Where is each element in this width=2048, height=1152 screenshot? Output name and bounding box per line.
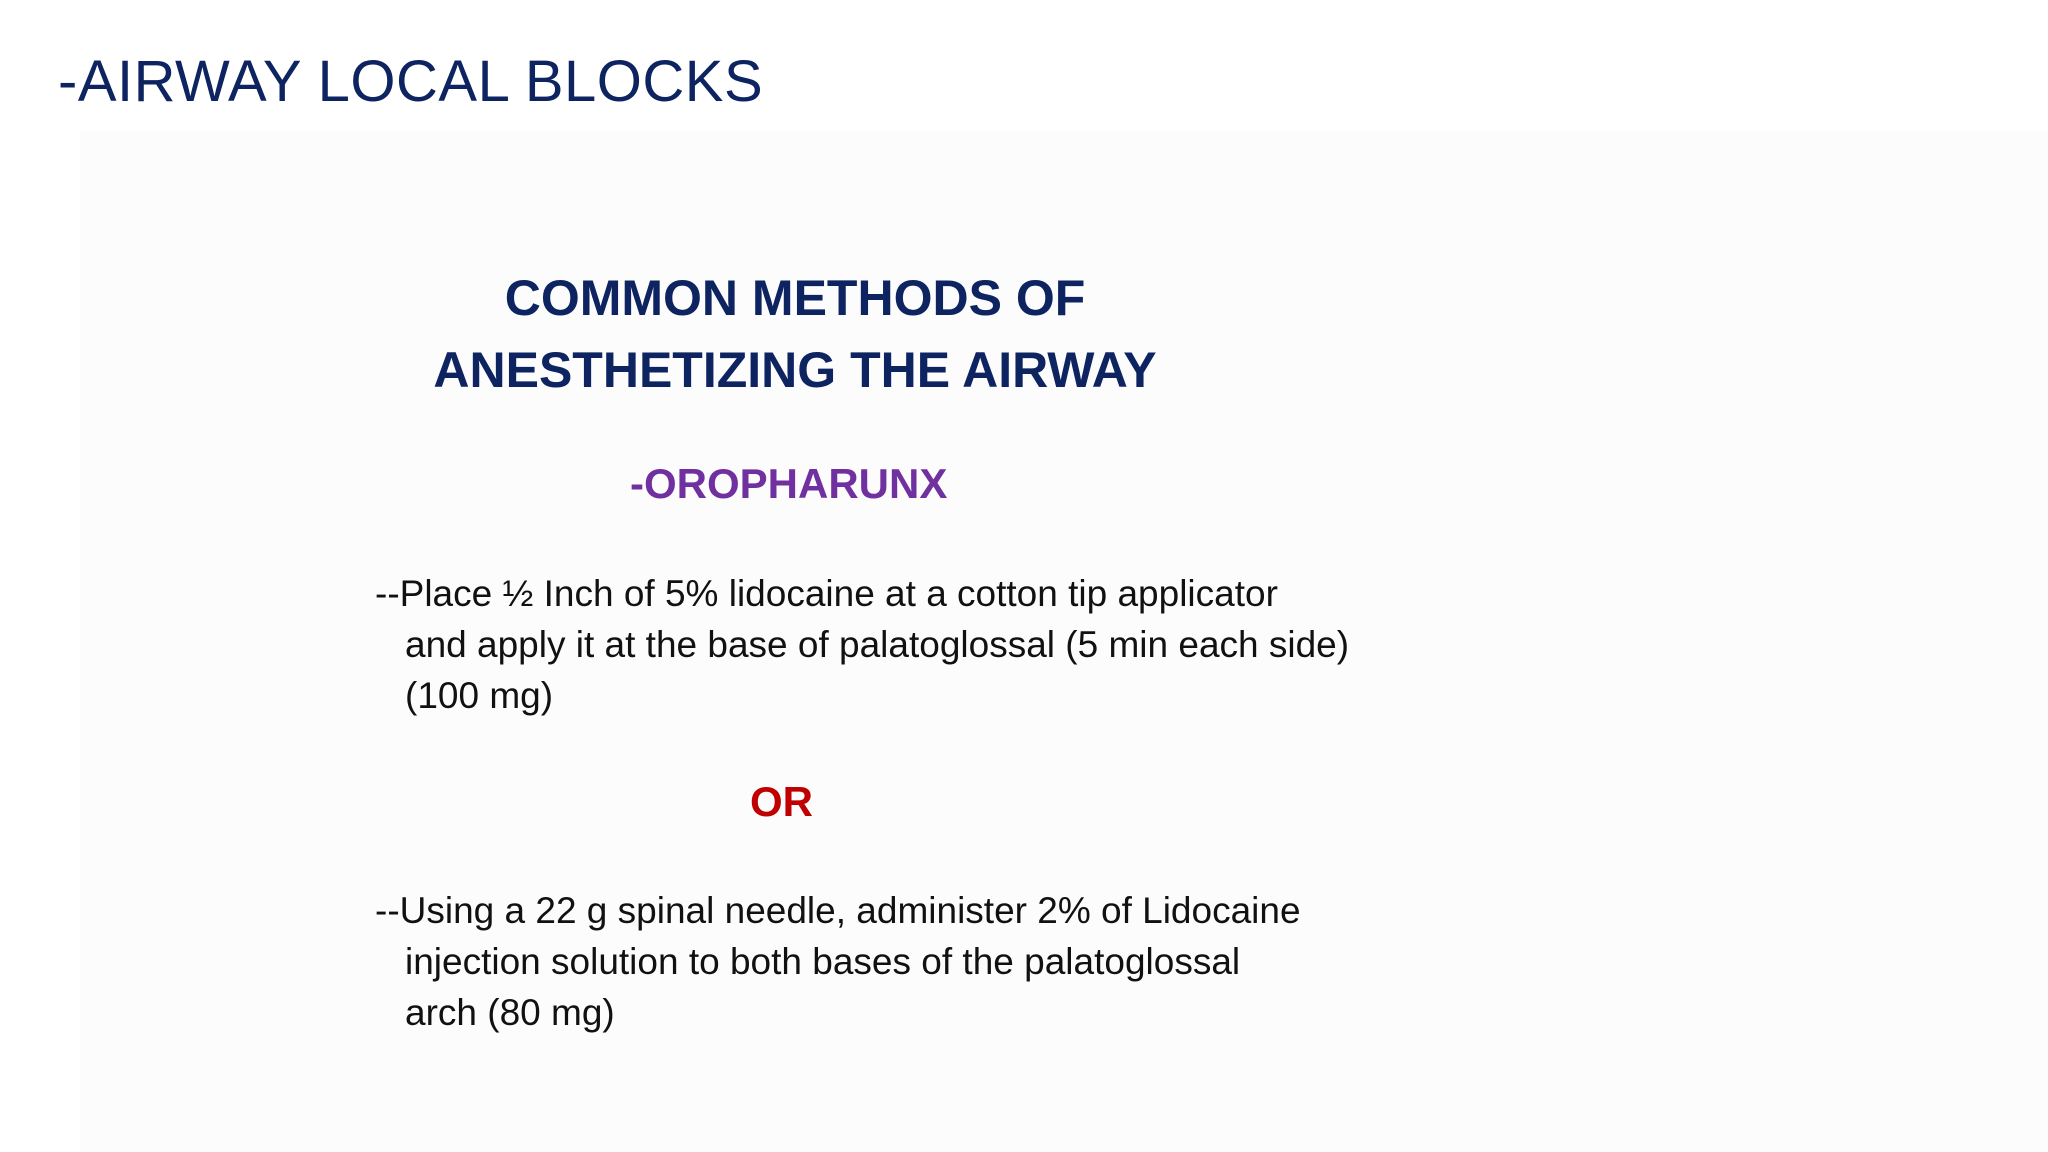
subheading-oropharynx: -OROPHARUNX xyxy=(630,460,948,507)
method-2-text xyxy=(375,885,1301,1038)
method-1-text xyxy=(375,568,1349,721)
method-1-line-3: (100 mg) xyxy=(405,675,554,716)
section-heading xyxy=(380,262,1210,406)
heading-line-2: ANESTHETIZING THE AIRWAY xyxy=(433,342,1157,398)
method-1-line-1: --Place ½ Inch of 5% lidocaine at a cotton tip applicator xyxy=(375,573,1278,614)
method-2-line-1: --Using a 22 g spinal needle, administer 2% of Lidocaine xyxy=(375,890,1301,931)
method-1-line-2: and apply it at the base of palatoglossal (5 min each side) xyxy=(405,624,1350,665)
heading-line-1: COMMON METHODS OF xyxy=(504,270,1086,326)
method-2-line-3: arch (80 mg) xyxy=(405,992,615,1033)
slide-title: -AIRWAY LOCAL BLOCKS xyxy=(58,49,764,114)
or-separator: OR xyxy=(750,778,813,825)
method-2-line-2: injection solution to both bases of the palatoglossal xyxy=(405,941,1241,982)
